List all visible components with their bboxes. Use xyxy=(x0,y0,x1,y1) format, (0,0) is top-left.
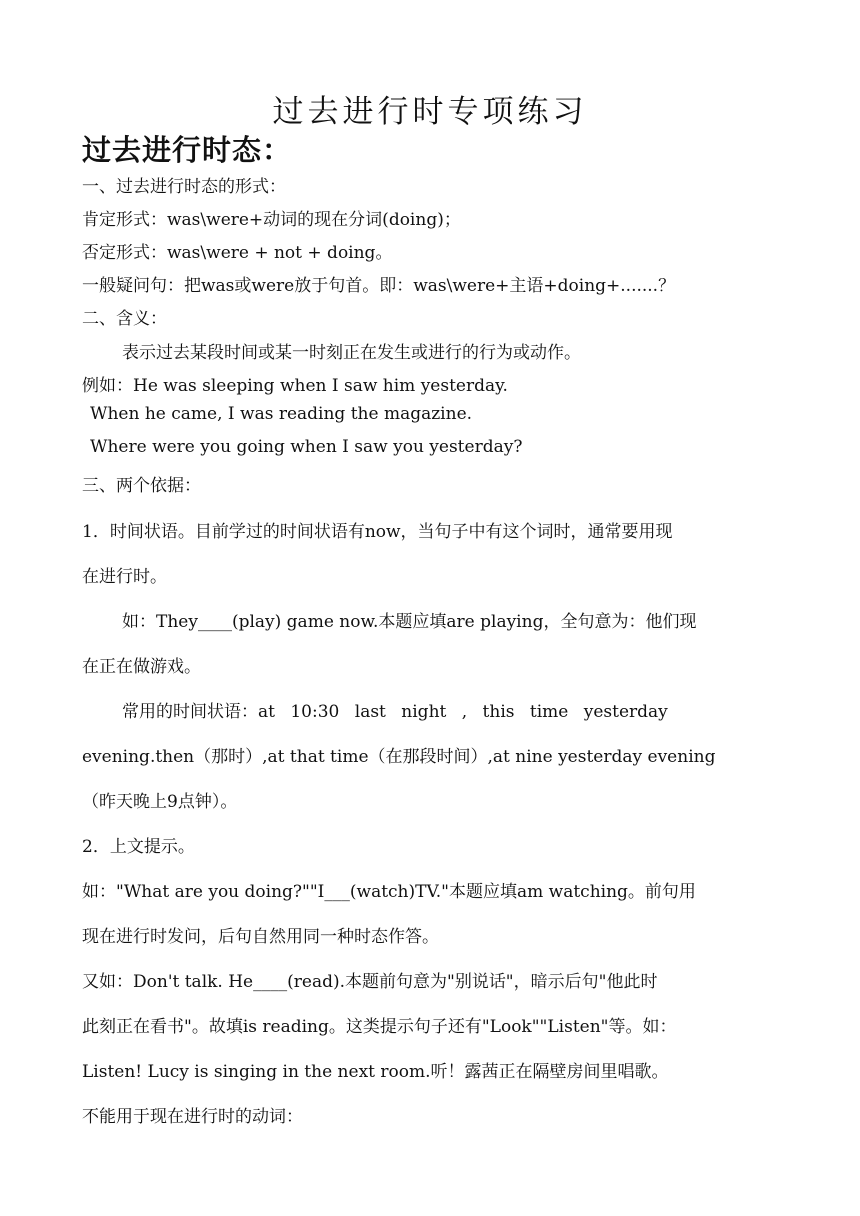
text-line: 2．上文提示。 xyxy=(82,837,195,857)
text-line: 在正在做游戏。 xyxy=(82,657,201,677)
text-line: evening.then（那时）,at that time（在那段时间）,at nine yesterday evening xyxy=(82,747,716,767)
text-line: 二、含义： xyxy=(82,309,167,329)
text-line: Where were you going when I saw you yesterday? xyxy=(90,437,523,457)
text-line: （昨天晚上9点钟）。 xyxy=(82,792,238,812)
text-line: Listen! Lucy is singing in the next room.听！露茜正在隔壁房间里唱歌。 xyxy=(82,1062,669,1082)
text-line: 现在进行时发问，后句自然用同一种时态作答。 xyxy=(82,927,439,947)
text-line: When he came, I was reading the magazine. xyxy=(90,404,473,424)
text-line: 此刻正在看书"。故填is reading。这类提示句子还有"Look""Listen"等。如： xyxy=(82,1017,677,1037)
text-line: 在进行时。 xyxy=(82,567,167,587)
text-line: 一、过去进行时态的形式： xyxy=(82,177,286,197)
text-line: 例如：He was sleeping when I saw him yesterday. xyxy=(82,376,508,396)
text-line: 又如：Don't talk. He____(read).本题前句意为"别说话"，暗示后句"他此时 xyxy=(82,972,658,992)
text-line: 一般疑问句：把was或were放于句首。即：was\were+主语+doing+.......？ xyxy=(82,276,676,296)
text-line: 三、两个依据： xyxy=(82,476,201,496)
text-line: 肯定形式：was\were+动词的现在分词(doing)； xyxy=(82,210,461,230)
text-line: 否定形式：was\were + not + doing。 xyxy=(82,243,393,263)
text-line: 不能用于现在进行时的动词： xyxy=(82,1107,303,1127)
text-line: 常用的时间状语：at 10:30 last night , this time yesterday xyxy=(122,702,668,722)
text-line: 表示过去某段时间或某一时刻正在发生或进行的行为或动作。 xyxy=(122,343,581,363)
document-title: 过去进行时专项练习 xyxy=(272,94,588,130)
text-line: 如："What are you doing?""I___(watch)TV."本题应填am watching。前句用 xyxy=(82,882,696,902)
text-line: 如：They____(play) game now.本题应填are playing，全句意为：他们现 xyxy=(122,612,697,632)
text-line: 1．时间状语。目前学过的时间状语有now，当句子中有这个词时，通常要用现 xyxy=(82,522,673,542)
section-heading: 过去进行时态： xyxy=(82,133,293,167)
